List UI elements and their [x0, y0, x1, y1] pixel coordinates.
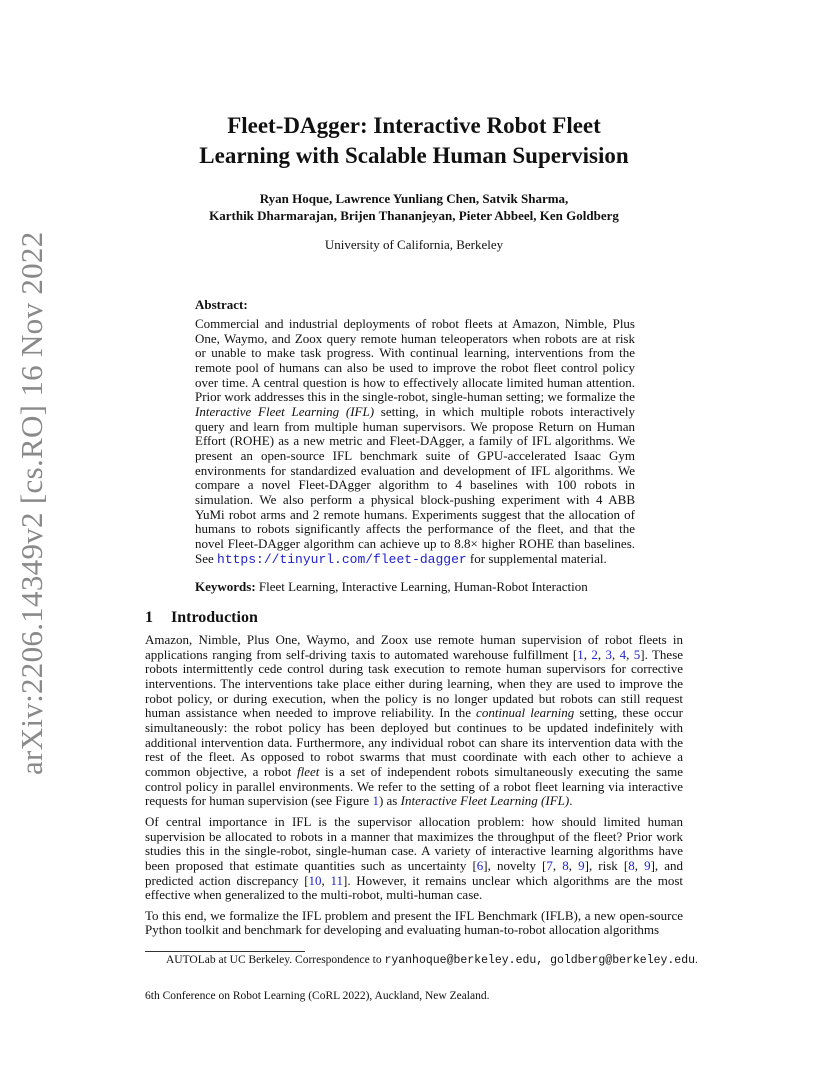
citation-separator: ,: [634, 857, 645, 873]
citation-link[interactable]: 6: [476, 857, 484, 873]
arxiv-id: arXiv:2206.14349v2 [cs.RO] 16 Nov 2022: [14, 231, 49, 775]
citation-separator: ,: [626, 646, 634, 662]
citation-separator: ,: [321, 872, 331, 888]
section-title: Introduction: [171, 609, 258, 626]
abstract-text-tail: for supplemental material.: [466, 550, 607, 566]
citation-link[interactable]: 5: [633, 646, 641, 662]
authors-line-1: Ryan Hoque, Lawrence Yunliang Chen, Satvik Sharma,: [259, 191, 569, 206]
intro-text: ]. These robots intermittently cede control during task execution to remote human supervisors for corrective interventions. The interventions take place either during learning, when they are used to improve the robot policy, or during execution, when the policy is no longer updated but robots can still request human assistance when needed to improve reliability. In the: [145, 646, 684, 721]
introduction-body: [145, 633, 683, 944]
affiliation: University of California, Berkeley: [324, 237, 504, 252]
footnote-emails: ryanhoque@berkeley.edu, goldberg@berkeley.edu: [384, 954, 696, 967]
citation-link[interactable]: 9: [644, 857, 651, 873]
abstract-heading: Abstract:: [195, 297, 248, 312]
intro-paragraph-1: [145, 633, 683, 809]
figure-reference-link[interactable]: 1: [372, 793, 379, 809]
keywords-text: Fleet Learning, Interactive Learning, Human-Robot Interaction: [255, 579, 588, 594]
supplemental-link[interactable]: https://tinyurl.com/fleet-dagger: [217, 551, 467, 567]
intro-paragraph-3: To this end, we formalize the IFL problem and present the IFL Benchmark (IFLB), a new open-source Python toolkit and benchmark for developing and evaluating human-to-robot allocation algorithms: [145, 907, 683, 938]
citation-separator: ,: [611, 646, 620, 662]
citation-link[interactable]: 4: [619, 646, 627, 662]
author-list: [0, 190, 828, 224]
intro-text: ], novelty [: [483, 857, 547, 873]
citation-link[interactable]: 7: [546, 857, 553, 873]
citation-separator: ,: [583, 646, 592, 662]
citation-link[interactable]: 3: [605, 646, 612, 662]
citation-link[interactable]: 9: [578, 857, 585, 873]
paper-title: [0, 111, 828, 171]
citation-link[interactable]: 1: [577, 646, 584, 662]
footnote-text: AUTOLab at UC Berkeley. Correspondence to: [166, 954, 385, 966]
authors-line-2: Karthik Dharmarajan, Brijen Thananjeyan, Pieter Abbeel, Ken Goldberg: [209, 208, 619, 223]
intro-text: ]. However, it remains unclear which algorithms are the most effective when generalized to the multi-robot, multi-human case.: [145, 872, 683, 903]
intro-paragraph-2: [145, 815, 683, 903]
citation-separator: ,: [568, 857, 579, 873]
intro-text: Amazon, Nimble, Plus One, Waymo, and Zoox use remote human supervision of robot fleets in applications ranging from self-driving taxis to automated warehouse fulfillment [: [145, 632, 683, 662]
arxiv-identifier-stamp: [14, 231, 54, 775]
citation-separator: ,: [552, 857, 563, 873]
keywords: [195, 579, 588, 595]
intro-text: ], risk [: [584, 857, 629, 873]
citation-link[interactable]: 8: [628, 857, 635, 873]
citation-separator: ,: [597, 646, 606, 662]
footnote: [166, 953, 698, 968]
citation-link[interactable]: 10: [308, 872, 322, 888]
title-line-2: Learning with Scalable Human Supervision: [199, 143, 629, 168]
citation-link[interactable]: 11: [330, 872, 343, 888]
intro-text: is a set of independent robots simultaneously executing the same control policy in parallel environments. We refer to the setting of a robot fleet learning via interactive requests for human supervision (see Figure: [145, 763, 683, 809]
intro-text: Of central importance in IFL is the supervisor allocation problem: how should limited human supervision be allocated to robots in a manner that maximizes the throughput of the fleet? Prior work studies this in the single-robot, single-human case. A variety of interactive learning algorithms have been proposed that estimate quantities such as uncertainty [: [145, 813, 683, 873]
citation-link[interactable]: 2: [591, 646, 598, 662]
section-heading-introduction: [145, 609, 258, 627]
emphasis-fleet: fleet: [297, 763, 320, 779]
intro-text: setting, these occur simultaneously: the robot policy has been deployed but continues to be updated indefinitely with additional intervention data. Furthermore, any individual robot can share its intervention data with the rest of the fleet. As opposed to robot swarms that must coordinate with each other to achieve a common objective, a robot: [145, 705, 683, 779]
emphasis-ifl: Interactive Fleet Learning (IFL): [400, 793, 570, 809]
abstract-text-2: setting, in which multiple robots interactively query and learn from multiple human supervisors. We propose Return on Human Effort (ROHE) as a new metric and Fleet-DAgger, a family of IFL algorithms. We present an open-source IFL benchmark suite of GPU-accelerated Isaac Gym environments for standardized evaluation and development of IFL algorithms. We compare a novel Fleet-DAgger algorithm to 4 baselines with 100 robots in simulation. We also perform a physical block-pushing experiment with 4 ABB YuMi robot arms and 2 remote humans. Experiments suggest that the allocation of humans to robots significantly affects the performance of the fleet, and that the novel Fleet-DAgger algorithm can achieve up to 8.8× higher ROHE than baselines. See: [195, 403, 636, 566]
footnote-end: .: [695, 954, 698, 966]
intro-text: .: [569, 793, 573, 809]
keywords-label: Keywords:: [195, 579, 256, 594]
intro-text: ) as: [378, 793, 401, 809]
title-line-1: Fleet-DAgger: Interactive Robot Fleet: [227, 113, 601, 138]
conference-venue: 6th Conference on Robot Learning (CoRL 2022), Auckland, New Zealand.: [145, 990, 490, 1002]
abstract-body: [195, 317, 635, 567]
citation-link[interactable]: 8: [562, 857, 569, 873]
abstract-ifl-term: Interactive Fleet Learning (IFL): [195, 403, 375, 419]
abstract-text-1: Commercial and industrial deployments of robot fleets at Amazon, Nimble, Plus One, Waymo, and Zoox query remote human teleoperators when robots are at risk or unable to make task progress. With continual learning, interventions from the remote pool of humans can also be used to improve the robot fleet control policy over time. A central question is how to effectively allocate limited human attention. Prior work addresses this in the single-robot, single-human setting; we formalize the: [195, 316, 635, 405]
emphasis-continual-learning: continual learning: [476, 705, 575, 721]
footnote-divider: [145, 951, 305, 952]
intro-text: ], and predicted action discrepancy [: [145, 857, 684, 888]
section-number: 1: [145, 609, 153, 626]
